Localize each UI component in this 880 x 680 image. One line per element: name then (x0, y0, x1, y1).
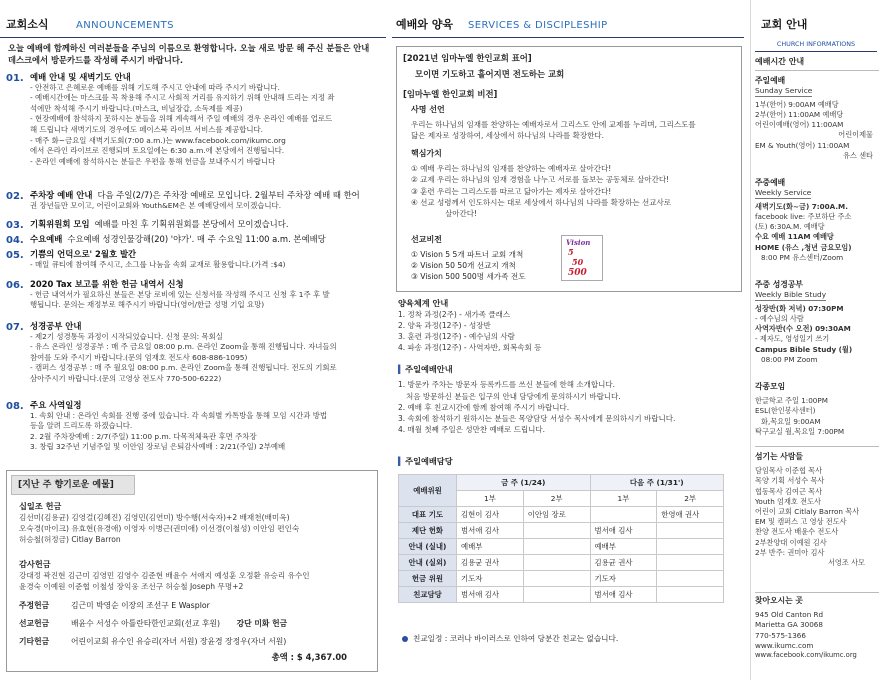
address-block (755, 596, 879, 661)
duty-header-row (399, 475, 724, 491)
announcement-body (30, 234, 384, 245)
duty-role-header: 예배위원 (399, 475, 457, 507)
church-info-subtitle: CHURCH INFORMATIONS (755, 40, 877, 52)
duty-cell: 김현이 김사 (457, 507, 524, 523)
duty-svc: 1부 (457, 491, 524, 507)
groups-list (755, 396, 879, 437)
announcement-item (6, 249, 384, 270)
services-title-en: SERVICES & DISCIPLESHIP (468, 20, 608, 31)
offering-total: 총액 : $ 4,367.00 (271, 652, 347, 663)
divider (755, 446, 879, 447)
thanks-names-line: 강대정 곽진현 김근미 김영민 김영수 김준현 배윤수 서애지 예성훈 오정환 유승리 유수인 (19, 570, 310, 580)
study-line: - 제자도, 영성일기 쓰기 (755, 334, 830, 344)
announcement-body (30, 249, 384, 270)
announcement-body (30, 400, 384, 453)
sunday-line: 어린이제물 (838, 130, 873, 140)
training-item: 4. 파송 과정(12주) - 사역자반, 회복속회 등 (398, 343, 542, 353)
duty-cell: 기도자 (590, 571, 657, 587)
announcement-line: 석에만 착석해 주시기 바랍니다.(마스크, 비닐장갑, 소독제를 제공) (30, 103, 243, 113)
staff-line: 찬양 전도사 배윤수 전도사 (755, 527, 839, 537)
announcement-item (6, 279, 384, 311)
announcement-title: 예배 안내 및 새벽기도 안내 (30, 72, 131, 82)
announcement-line: 권 장년들만 모이고, 어린이교회와 Youth&EM은 본 예배당에서 모이겠습니다. (30, 200, 282, 210)
tithe-heading: 십일조 헌금 (19, 501, 62, 511)
bible-study-en: Weekly Bible Study (755, 290, 827, 300)
tithe-names-line: 허승철(허정금) Citlay Barron (19, 534, 121, 544)
offering-row-text: 어린이교회 유수인 유승리(자녀 서원) 장윤경 장정우(자녀 서원) (71, 637, 287, 646)
announcement-line: 해 드립니다 새벽기도의 경우에도 페이스북 라이브 서비스를 제공합니다. (30, 124, 263, 134)
fellowship-note-text: 친교일정 : 코러나 바이러스로 인하여 당분간 친교는 없습니다. (413, 634, 619, 643)
training-item: 1. 정착 과정(2주) - 새가족 클래스 (398, 309, 511, 319)
sunday-line: 2부(한어) 11:00AM 예배당 (755, 109, 844, 119)
duty-role: 안내 (실외) (399, 555, 457, 571)
announcement-title: 주차장 예배 안내 (30, 190, 93, 200)
duty-table (398, 474, 724, 603)
study-line: Campus Bible Study (월) (755, 344, 853, 354)
duty-role: 헌금 위원 (399, 571, 457, 587)
announcement-line: 참여를 도와 주시기 바랍니다.(문의 엄재호 전도사 608-886-1095) (30, 352, 248, 362)
announcement-line: 행됩니다. 문의는 재정부로 해주시기 바랍니다(영어/한글 성명 기입 요망) (30, 300, 265, 310)
sunday-line: EM & Youth(영어) 11:00AM (755, 140, 850, 150)
announcement-line: - 유스 온라인 성경공부 : 매 주 금요일 08:00 p.m. 온라인 Zoom을 통해 진행됩니다. 자녀들의 (30, 342, 337, 352)
offering-title: [지난 주 향기로운 예물] (11, 475, 135, 495)
welcome-intro: 오늘 예배에 함께하신 여러분들을 주님의 이름으로 환영합니다. 오늘 새로 방문 해 주신 분들은 안내 데스크에서 방문카드를 작성해 주시기 바랍니다. (8, 43, 370, 66)
announcement-title-line (30, 279, 384, 290)
address-list (755, 610, 879, 661)
announcement-line: - 온라인 예배에 참석하시는 분들은 우편을 통해 헌금을 보내주시기 바랍니다 (30, 156, 276, 166)
offering-row-label: 선교헌금 (19, 619, 50, 628)
vision-logo (561, 235, 603, 281)
core-value-item: ① 예배 우리는 하나님의 임재를 찬양하는 예배자로 살아간다! (411, 164, 612, 173)
staff-line: 서영조 사모 (827, 558, 865, 568)
announcement-number: 05. (6, 250, 24, 261)
groups-block (755, 382, 879, 437)
duty-role: 친교담당 (399, 587, 457, 603)
announcement-title-rest: 다음 주일(2/7)은 주차장 예배로 모입니다. 2월부터 주차장 예배 때 한어 (97, 190, 360, 200)
year-theme-heading: [2021년 임마누엘 한인교회 표어] (403, 53, 532, 63)
duty-this-week: 금 주 (1/24) (457, 475, 591, 491)
duty-svc: 2부 (523, 491, 590, 507)
duty-cell: 김용균 권사 (457, 555, 524, 571)
announcement-title-rest: 수요예배 성경인물강해(20) '야가'. 매 주 수요일 11:00 a.m. 본예배당 (67, 234, 326, 244)
announcement-line: 에서 온라인 라이브로 진행되며 토요일에는 6:30 a.m.에 본당에서 진행됩니다. (30, 146, 285, 156)
duty-cell: 범서애 김사 (590, 523, 657, 539)
announcement-title-line (30, 321, 384, 332)
groups-heading: 각종모임 (755, 382, 786, 391)
staff-line: 어린이 교회 Citlaly Barron 목사 (755, 507, 860, 516)
church-info-title: 교회 안내 (761, 18, 808, 31)
thanks-names-line: 윤경숙 이예원 이준협 이철성 장익웅 조선구 허승철 Joseph 무명+2 (19, 581, 244, 591)
thanks-heading: 감사헌금 (19, 559, 51, 569)
mission-heading: 사명 선언 (411, 105, 445, 114)
vision-box (396, 46, 742, 292)
announcement-line: 2. 2월 주차장예배 : 2/7(주일) 11:00 p.m. 다목적체육관 후면 주차장 (30, 431, 257, 441)
training-section (398, 298, 744, 354)
duty-cell (657, 523, 724, 539)
staff-line: Youth 엄재호 전도사 (755, 496, 821, 506)
core-value-item: 살아간다! (445, 209, 477, 218)
announcement-title-line (30, 234, 384, 245)
staff-line: 협동목사 김여근 목사 (755, 486, 823, 496)
sunday-service-heading: 주일예배 (755, 76, 786, 85)
sunday-service-block (755, 76, 879, 161)
worship-list (398, 379, 744, 435)
worship-heading: ▍ 주일예배안내 (398, 364, 744, 375)
offering-row-mission (19, 619, 371, 629)
duty-cell (590, 507, 657, 523)
duty-cell: 한영애 권사 (657, 507, 724, 523)
announcement-title-rest: 예배를 마친 후 기획위원회를 본당에서 모이겠습니다. (94, 219, 289, 229)
training-heading: 양육체계 안내 (398, 298, 449, 308)
duty-cell: 예배부 (457, 539, 524, 555)
announcement-title: 수요예배 (30, 234, 63, 244)
staff-heading: 섬기는 사람들 (755, 452, 803, 461)
announcement-title: 2020 Tax 보고를 위한 헌금 내역서 신청 (30, 279, 184, 289)
weekly-service-en: Weekly Service (755, 188, 812, 198)
duty-svc: 1부 (590, 491, 657, 507)
announcement-number: 04. (6, 235, 24, 246)
address-line: 945 Old Canton Rd (755, 610, 824, 620)
phone-number: 770-575-1366 (755, 630, 806, 640)
weekly-service-list (755, 202, 879, 263)
vision-heading: [임마누엘 한인교회 비전] (403, 89, 498, 99)
staff-line: EM 및 캠퍼스 고 영상 전도사 (755, 517, 847, 527)
sunday-line: 유스 센타 (842, 150, 873, 160)
vision-logo-word: Vision (566, 238, 591, 247)
worship-item: 1. 방문카 주차는 방문자 등록카드를 쓰신 분들에 한해 소개합니다. (398, 380, 615, 390)
duty-cell (657, 587, 724, 603)
duty-cell: 범서애 김사 (590, 587, 657, 603)
announcement-line: - 매주 화~금요일 새벽기도회(7:00 a.m.)는 www.facebook.com/ikumc.org (30, 135, 286, 145)
announcements-title-en: ANNOUNCEMENTS (76, 20, 174, 31)
sunday-service-list (755, 100, 879, 161)
weekly-line: (토) 6:30A.M. 예배당 (755, 222, 825, 232)
duty-cell (523, 539, 590, 555)
divider (755, 70, 879, 71)
offering-row-text: 배윤수 서성수 아틀란타한인교회(선교 후원) (71, 619, 221, 628)
announcement-body (30, 219, 384, 230)
worship-item: 2. 예배 후 친교시간에 함께 참여해 주시기 바랍니다. (398, 402, 570, 412)
services-column (392, 0, 744, 680)
year-theme: 모이면 기도하고 흩어지면 전도하는 교회 (415, 69, 565, 79)
announcement-item (6, 72, 384, 167)
sunday-service-en: Sunday Service (755, 86, 813, 96)
worship-item: 3. 속회에 참석하기 원하시는 분들은 목양담당 서성수 목사에게 문의하시기 바랍니다. (398, 414, 676, 424)
vision-logo-50: 50 (572, 257, 584, 268)
announcements-header (0, 0, 386, 38)
duty-cell: 기도자 (457, 571, 524, 587)
announcement-number: 08. (6, 401, 24, 412)
announcement-body (30, 190, 384, 211)
staff-block (755, 452, 879, 568)
duty-cell: 범서애 김사 (457, 523, 524, 539)
study-line: 08:00 PM Zoom (761, 354, 818, 364)
training-item: 3. 훈련 과정(12주) - 예수님의 사람 (398, 332, 515, 342)
mission-vision-heading: 선교비전 (411, 235, 442, 244)
thanks-names (19, 570, 371, 592)
announcement-line: - 예배시간에는 마스크를 꼭 착용해 주시고 사회적 거리를 유지하기 위해 안내해 드리는 지정 좌 (30, 93, 335, 103)
address-line: Marietta GA 30068 (755, 620, 823, 630)
duty-heading: ▍ 주일예배담당 (398, 456, 744, 467)
group-line: 탁구교실 월,목요일 7:00PM (755, 426, 845, 436)
staff-list (755, 466, 879, 568)
announcement-title-line (30, 72, 384, 83)
announcement-body (30, 72, 384, 167)
staff-line: 2부찬양대 이예원 김사 (755, 537, 827, 547)
duty-next-week: 다음 주 (1/31') (590, 475, 724, 491)
announcement-line: - 안전하고 은혜로운 예배를 위해 기도해 주시고 안내에 따라 주시기 바랍니다. (30, 82, 280, 92)
bible-study-heading: 주중 성경공부 (755, 280, 803, 289)
worship-section (398, 364, 744, 436)
tithe-names-line: 오숙경(마이크) 유효현(유경애) 이영자 이병근(권미애) 이선경(이철성) 이안임 편인숙 (19, 523, 300, 533)
divider (755, 592, 879, 593)
training-list (398, 309, 744, 354)
vision-logo-500: 500 (568, 267, 587, 278)
offering-row-weekly (19, 601, 371, 611)
duty-section (398, 456, 744, 467)
announcement-line: - 매일 큐티에 참여해 주시고, 소그룹 나눔을 속회 교재로 활용합니다.(가격 :$4) (30, 259, 286, 269)
service-times-heading: 예배시간 안내 (755, 57, 805, 66)
address-heading: 찾아오시는 곳 (755, 596, 803, 605)
announcement-number: 03. (6, 220, 24, 231)
sunday-line: 어린이예배(영어) 11:00AM (755, 120, 844, 130)
announcement-body (30, 279, 384, 311)
duty-row (399, 507, 724, 523)
duty-role: 제단 헌화 (399, 523, 457, 539)
mission-vision-item: ③ Vision 500 500명 세가족 전도 (411, 272, 526, 281)
offering-row-label: 주정헌금 (19, 601, 50, 610)
announcement-number: 02. (6, 191, 24, 202)
duty-cell: 예배부 (590, 539, 657, 555)
weekly-line: 새벽기도(화~금) 7:00A.M. (755, 201, 848, 211)
announcement-title: 기쁨의 언덕으로' 2월호 발간 (30, 249, 137, 259)
duty-role: 대표 기도 (399, 507, 457, 523)
facebook-link[interactable]: www.facebook.com/ikumc.org (755, 651, 857, 659)
bible-study-list (755, 304, 879, 365)
mission-line: 우리는 하나님의 임재를 찬양하는 예배자로서 그리스도 안에 교제를 누리며, 그리스도를 (411, 120, 696, 129)
offering-row-label: 기타헌금 (19, 637, 50, 646)
weekly-line: facebook live: 주보하단 주소 (755, 211, 852, 221)
group-line: 화,목요일 9:00AM (761, 416, 821, 426)
fellowship-note (402, 634, 618, 644)
mission-vision-list (411, 249, 526, 282)
duty-cell (523, 555, 590, 571)
core-value-item: ④ 선교 성령께서 인도하시는 대로 세상에서 하나님의 나라를 확장하는 선교사로 (411, 197, 672, 207)
worship-item: 처음 방문하신 분들은 입구의 안내 담당에게 문의하시기 바랍니다. (406, 391, 621, 401)
duty-cell (657, 539, 724, 555)
weekly-line: HOME (유스 ,청년 금요모임) (755, 242, 852, 252)
tithe-names-line: 김선미(김용균) 김영걸(김혜진) 김영민(김연미) 방수행(서숙자)+2 배재천(배미옥) (19, 512, 290, 522)
announcement-line: - 캠퍼스 성경공부 : 매 주 월요일 08:00 p.m. 온라인 Zoom을 통해 진행됩니다. 전도의 기회로 (30, 363, 337, 373)
staff-line: 2부 반주: 권미아 김사 (755, 547, 825, 557)
announcement-title-line (30, 400, 384, 411)
announcement-title: 주요 사역일정 (30, 400, 82, 410)
study-line: 사역자반(수 오전) 09:30AM (755, 324, 851, 334)
bullet-dot-icon (402, 636, 408, 642)
duty-body (399, 507, 724, 603)
duty-cell (657, 571, 724, 587)
vision-logo-5: 5 (568, 247, 574, 258)
offering-row-text: 김근미 박영순 이장의 조선구 E Wasplor (71, 601, 210, 610)
core-value-item: ③ 훈련 우리는 그리스도를 따르고 닮아가는 제자로 살아간다! (411, 186, 612, 196)
thanks-block (19, 559, 371, 592)
duty-cell (523, 523, 590, 539)
announcement-title: 기획위원회 모임 (30, 219, 90, 229)
tithe-block (19, 501, 371, 545)
duty-row (399, 523, 724, 539)
announcement-line: - 현장예배에 참석하지 못하시는 분들을 위해 계속해서 주일 예배의 경우 온라인 예배를 업로드 (30, 114, 333, 124)
altar-flower-label: 강단 미화 헌금 (236, 619, 288, 628)
announcement-line: 삼아주시기 바랍니다.(문의 고영상 전도사 770-500-6222) (30, 373, 222, 383)
church-info-column (750, 0, 880, 680)
announcement-title-line (30, 219, 384, 230)
announcement-number: 06. (6, 280, 24, 291)
website-link[interactable]: www.ikumc.com (755, 640, 814, 650)
staff-line: 목양 기획 서성수 목사 (755, 476, 825, 486)
announcement-line: 1. 속회 안내 : 온라인 속회를 진행 중에 있습니다. 각 속회별 카톡방을 통해 모임 시간과 방법 (30, 410, 328, 420)
duty-cell: 김용균 권사 (590, 555, 657, 571)
announcement-item (6, 400, 384, 453)
announcement-title-line (30, 249, 384, 260)
announcement-line: - 헌금 내역서가 필요하신 분들은 본당 로비에 있는 신청서를 작성해 주시고 신청 후 1주 후 발 (30, 289, 330, 299)
mission-vision-item: ① Vision 5 5개 파트너 교회 개척 (411, 250, 524, 259)
church-info-header (755, 0, 880, 34)
core-values-heading: 핵심가치 (411, 149, 442, 158)
announcement-title-line (30, 190, 384, 201)
mission-line: 닮은 제자로 성장하여, 세상에서 하나님의 나라를 확장한다. (411, 131, 604, 141)
duty-row (399, 555, 724, 571)
group-line: 한글학교 주일 1:00PM (755, 396, 828, 406)
offering-box (6, 470, 378, 672)
duty-row (399, 539, 724, 555)
announcement-item (6, 321, 384, 385)
weekly-line: 수요 예배 11AM 예배당 (755, 232, 834, 242)
bible-study-block (755, 280, 879, 365)
announcement-body (30, 321, 384, 385)
duty-role: 안내 (실내) (399, 539, 457, 555)
duty-svc: 2부 (657, 491, 724, 507)
announcement-item (6, 234, 384, 245)
duty-cell (523, 571, 590, 587)
duty-row (399, 587, 724, 603)
offering-row-other (19, 637, 371, 647)
duty-cell: 범서애 김사 (457, 587, 524, 603)
tithe-names (19, 512, 371, 545)
announcement-line: 등을 알려 드리도록 하겠습니다. (30, 421, 133, 431)
announcement-number: 07. (6, 322, 24, 333)
announcements-title-ko: 교회소식 (6, 18, 49, 31)
staff-line: 담임목사 이준협 목사 (755, 466, 823, 476)
mission-vision-item: ② Vision 50 50개 선교지 개척 (411, 261, 516, 270)
weekly-service-block (755, 178, 879, 263)
announcement-line: 3. 창립 32주년 기념주일 및 이안임 장로님 은퇴감사예배 : 2/21(주일) 2부예배 (30, 442, 286, 452)
training-item: 2. 양육 과정(12주) - 성장반 (398, 320, 491, 330)
duty-cell: 이안임 장로 (523, 507, 590, 523)
worship-item: 4. 매월 첫째 주일은 성만찬 예배로 드립니다. (398, 425, 546, 435)
announcement-number: 01. (6, 73, 24, 84)
announcement-line: - 제2기 성경통독 과정이 시작되었습니다. 신청 문의: 목회실 (30, 331, 223, 341)
core-values-list (411, 163, 737, 219)
duty-row (399, 571, 724, 587)
service-times-heading-block (755, 57, 879, 67)
core-value-item: ② 교제 우리는 하나님의 임재 경험을 나누고 서로를 돌보는 공동체로 살아간다! (411, 175, 670, 185)
group-line: ESL(한인봉사센터) (755, 406, 816, 416)
sunday-line: 1부(한어) 9:00AM 예배당 (755, 99, 839, 109)
announcement-item (6, 190, 384, 211)
mission-text (411, 119, 737, 142)
duty-cell (657, 555, 724, 571)
announcement-title: 성경공부 안내 (30, 321, 82, 331)
services-title-ko: 예배와 양육 (396, 18, 453, 31)
services-header (392, 0, 744, 38)
study-line: 성장반(화 저녁) 07:30PM (755, 303, 844, 313)
weekly-service-heading: 주중예배 (755, 178, 786, 187)
duty-cell (523, 587, 590, 603)
study-line: - 예수님의 사람 (755, 313, 804, 323)
announcement-item (6, 219, 384, 230)
weekly-line: 8:00 PM 유스센터/Zoom (761, 252, 844, 262)
announcements-column (0, 0, 386, 680)
